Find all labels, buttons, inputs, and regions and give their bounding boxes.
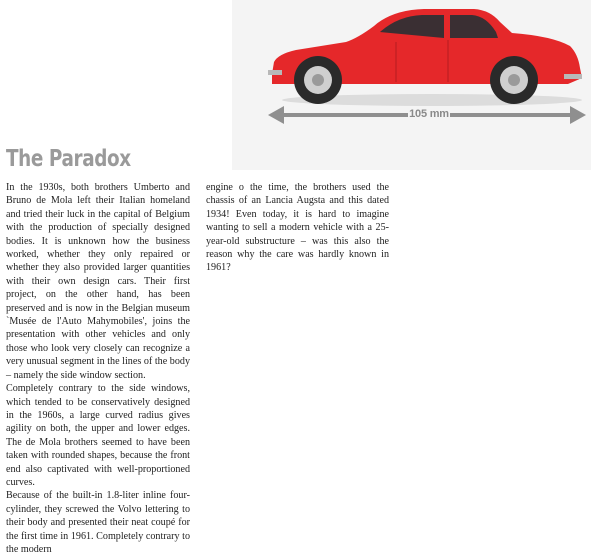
dimension-label: 105 mm bbox=[409, 108, 449, 120]
paragraph: engine o the time, the brothers used the chassis of an Lancia Augsta and this dated 1934! Even today, it is hard to imagine wanting to sell a modern vehicle with a 25-year-old substructure – was this also the reason why the care was hardly known in 1961? bbox=[206, 182, 389, 274]
product-image-area bbox=[232, 0, 591, 170]
length-dimension bbox=[268, 103, 588, 127]
dimension-line-right bbox=[450, 113, 572, 117]
article-title: The Paradox bbox=[6, 146, 131, 172]
paragraph: Completely contrary to the side windows, which tended to be conservatively designed in the 1960s, a large curved radius gives agility on both, the upper and lower edges. The de Mola brothers seemed to have been taken with rounded shapes, because the front end also captivated with well-proportioned curves. bbox=[6, 383, 190, 488]
paragraph: In the 1930s, both brothers Umberto and Bruno de Mola left their Italian homeland and tried their luck in the capital of Belgium with the production of specially designed bodies. It is unknown how the business worked, whether they only repaired or whether they also provided larger quantities with their own design cars. Their first project, on the other hand, has been preserved and is now in the Belgian museum `Musée de l'Auto Mahymobiles', joins the presentation with other vehicles and only those who look very closely can recognize a very unusual segment in the lines of the body – namely the side window section. bbox=[6, 182, 190, 381]
red-coupe-model-car-icon bbox=[262, 2, 582, 107]
article-column-1 bbox=[6, 181, 190, 556]
arrow-right-icon bbox=[570, 106, 586, 124]
article-column-2 bbox=[206, 181, 389, 275]
paragraph: Because of the built-in 1.8-liter inline four-cylinder, they screwed the Volvo lettering to their body and presented their neat coupé for the first time in 1961. Completely contrary to the modern bbox=[6, 490, 190, 555]
dimension-line-left bbox=[282, 113, 408, 117]
